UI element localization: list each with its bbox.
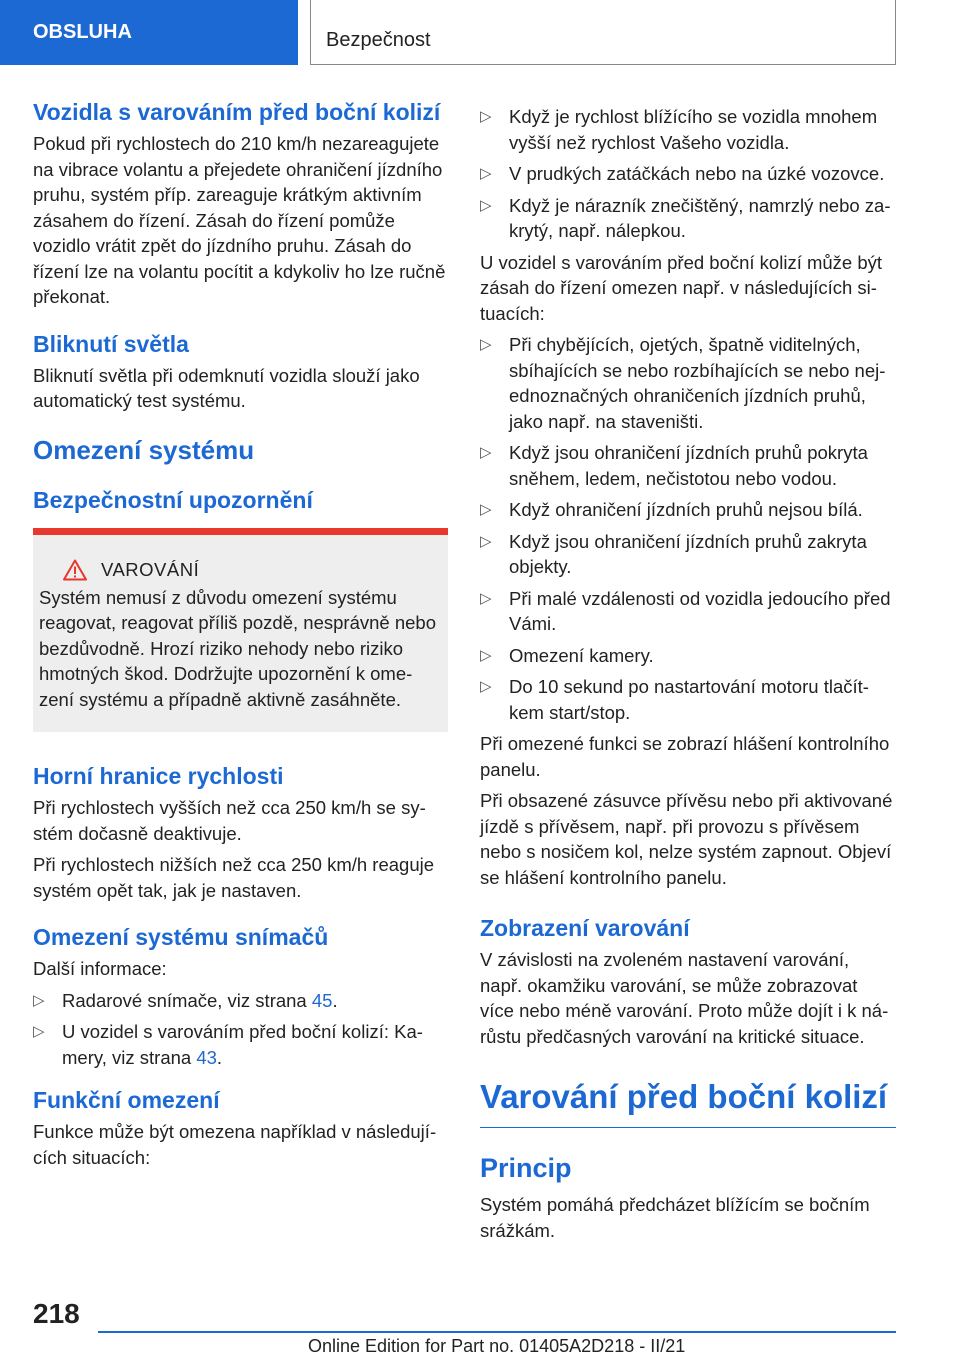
list-item-text: U vozidel s varováním před boční kolizí: Kamery, viz strana bbox=[62, 1021, 423, 1068]
right-column bbox=[480, 104, 896, 1249]
page-link-45[interactable]: 45 bbox=[311, 989, 333, 1011]
heading-system-limits: Omezení systému bbox=[33, 434, 255, 465]
list-item bbox=[480, 586, 896, 637]
bullet-icon: ▷ bbox=[480, 196, 492, 214]
list-item bbox=[480, 643, 896, 669]
bullet-icon: ▷ bbox=[480, 646, 492, 664]
sensor-list bbox=[33, 988, 448, 1071]
list-item-text: Do 10 sekund po nastartování motoru tlačítkem start/stop. bbox=[509, 676, 869, 723]
paragraph: Další informace: bbox=[33, 958, 167, 979]
paragraph: Při omezené funkci se zobrazí hlášení kontrolního panelu. bbox=[480, 733, 890, 780]
bullet-icon: ▷ bbox=[480, 501, 492, 518]
list-item-text: Když jsou ohraničení jízdních pruhů pokryta sněhem, ledem, nečistotou nebo vodou. bbox=[509, 442, 868, 489]
warning-box bbox=[33, 528, 448, 733]
bullet-icon: ▷ bbox=[480, 165, 492, 182]
page-number: 218 bbox=[33, 1298, 80, 1329]
list-item-text: Radarové snímače, viz strana bbox=[62, 989, 312, 1011]
warning-text: Systém nemusí z důvodu omezení systému reagovat, reagovat příliš pozdě, nesprávně nebo bezdůvodně. Hrozí riziko nehody nebo riziko hmotných škod. Dodržujte upozornění k omezení systému a případně aktivně zasáhněte. bbox=[39, 586, 436, 710]
list-item-text: Při chybějících, ojetých, špatně viditelných, sbíhajících se nebo rozbíhajících se nebo nejednoznačných ohraničeních jízdních pruhů, jako např. na staveništi. bbox=[509, 334, 886, 432]
section-title: Bezpečnost bbox=[326, 29, 431, 51]
list-item bbox=[480, 161, 896, 187]
warning-triangle-icon bbox=[63, 559, 87, 581]
bullet-icon: ▷ bbox=[480, 532, 492, 550]
footer-divider bbox=[98, 1331, 896, 1333]
footer-edition: Online Edition for Part no. 01405A2D218 - II/21 bbox=[308, 1336, 686, 1356]
bullet-icon: ▷ bbox=[480, 336, 492, 353]
list-item bbox=[480, 332, 896, 434]
situations-list-2 bbox=[480, 332, 896, 725]
paragraph: Při obsazené zásuvce přívěsu nebo při aktivované jízdě s přívěsem, např. při provozu s přívěsem nebo s nosičem kol, nelze systém zapnout. Objeví se hlášení kontrolního panelu. bbox=[480, 790, 893, 888]
left-column bbox=[33, 98, 448, 1176]
list-item bbox=[33, 1019, 448, 1070]
list-item bbox=[480, 104, 896, 155]
heading-side-collision: Vozidla s varováním před boční kolizí bbox=[33, 99, 441, 125]
warning-header bbox=[39, 557, 440, 583]
list-item-text: Když je nárazník znečištěný, namrzlý nebo zakrytý, např. nálepkou. bbox=[509, 194, 891, 241]
list-item-text: V prudkých zatáčkách nebo na úzké vozovce. bbox=[509, 163, 885, 184]
list-item bbox=[480, 497, 896, 523]
paragraph: Pokud při rychlostech do 210 km/h nezareagujete na vibrace volantu a přejedete ohraničení jízdního pruhu, systém příp. zareaguje krátkým aktivním zásahem do řízení. Zásah do řízení pomůže vozidlo vrátit zpět do jízdního pruhu. Zásah do řízení lze na volantu pocítit a kdykoliv ho lze ručně překonat. bbox=[33, 133, 446, 307]
heading-warning-display: Zobrazení varování bbox=[480, 915, 690, 941]
list-item-text: Omezení kamery. bbox=[509, 644, 654, 666]
list-item bbox=[480, 440, 896, 491]
heading-light-flash: Bliknutí světla bbox=[33, 330, 189, 357]
heading-sensor-limits: Omezení systému snímačů bbox=[33, 924, 329, 950]
list-item-text: Když jsou ohraničení jízdních pruhů zakryta objekty. bbox=[509, 530, 867, 577]
bullet-icon: ▷ bbox=[480, 108, 492, 125]
list-item-text: Když ohraničení jízdních pruhů nejsou bílá. bbox=[509, 499, 863, 520]
list-item bbox=[480, 529, 896, 580]
warning-label: VAROVÁNÍ bbox=[101, 558, 200, 580]
heading-principle: Princip bbox=[480, 1153, 572, 1183]
paragraph: V závislosti na zvoleném nastavení varování, např. okamžiku varování, se může zobrazovat více nebo méně varování. Proto může dojít i k nárůstu předčasných varování na kritické situace. bbox=[480, 949, 889, 1047]
heading-upper-speed-limit: Horní hranice rychlosti bbox=[33, 763, 284, 789]
list-item-text: Při malé vzdálenosti od vozidla jedoucího před Vámi. bbox=[509, 587, 891, 634]
situations-list-1 bbox=[480, 104, 896, 244]
paragraph: Při rychlostech vyšších než cca 250 km/h se systém dočasně deaktivuje. bbox=[33, 797, 426, 844]
heading-safety-notes: Bezpečnostní upozornění bbox=[33, 486, 313, 513]
bullet-icon: ▷ bbox=[480, 589, 492, 607]
page-link-43[interactable]: 43 bbox=[196, 1046, 217, 1068]
bullet-icon: ▷ bbox=[33, 991, 45, 1009]
bullet-icon: ▷ bbox=[480, 678, 492, 695]
paragraph: Funkce může být omezena například v následujících situacích: bbox=[33, 1121, 437, 1168]
list-item bbox=[33, 988, 448, 1014]
list-item-end: . bbox=[216, 1046, 223, 1068]
heading-function-limits: Funkční omezení bbox=[33, 1087, 220, 1113]
paragraph: Bliknutí světla při odemknutí vozidla slouží jako automatický test systému. bbox=[33, 364, 420, 411]
list-item bbox=[480, 674, 896, 725]
bullet-icon: ▷ bbox=[33, 1023, 45, 1040]
paragraph: Při rychlostech nižších než cca 250 km/h reaguje systém opět tak, jak je nastaven. bbox=[33, 854, 435, 901]
list-item-end: . bbox=[332, 989, 338, 1011]
list-item-text: Když je rychlost blížícího se vozidla mnohem vyšší než rychlost Vašeho vozidla. bbox=[509, 106, 878, 153]
heading-side-collision-warning: Varování před boční kolizí bbox=[480, 1077, 896, 1128]
paragraph: U vozidel s varováním před boční kolizí může být zásah do řízení omezen např. v následujících situacích: bbox=[480, 251, 883, 324]
list-item bbox=[480, 193, 896, 244]
paragraph: Systém pomáhá předcházet blížícím se bočním srážkám. bbox=[480, 1194, 870, 1241]
chapter-tab[interactable]: OBSLUHA bbox=[0, 0, 298, 65]
bullet-icon: ▷ bbox=[480, 444, 492, 461]
